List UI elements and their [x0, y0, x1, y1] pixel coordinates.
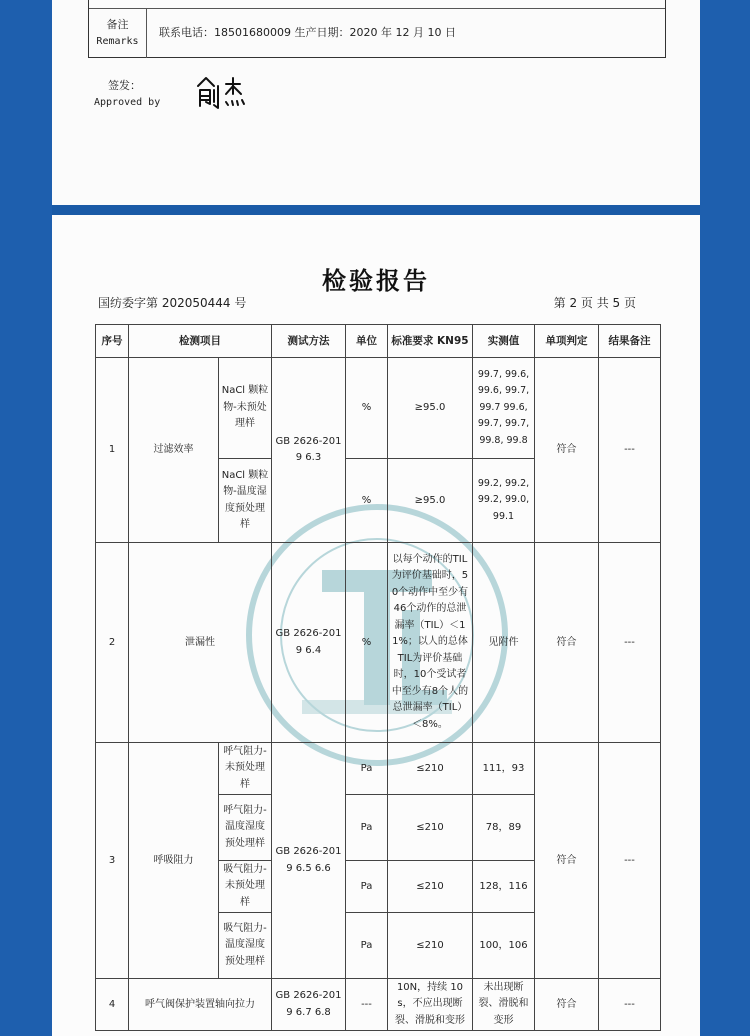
header-method: 测试方法 [272, 325, 346, 358]
remarks-text: 联系电话：18501680009 生产日期：2020 年 12 月 10 日 [159, 26, 456, 39]
approved-by-en: Approved by [94, 97, 161, 108]
row-unit: % [346, 459, 388, 543]
row-method: GB 2626-2019 6.4 [272, 543, 346, 743]
row-method: GB 2626-2019 6.7 6.8 [272, 979, 346, 1031]
row-unit: Pa [346, 913, 388, 979]
page-divider [52, 205, 700, 215]
row-measured: 128，116 [473, 861, 535, 913]
row-measured: 99.2, 99.2, 99.2, 99.0, 99.1 [473, 459, 535, 543]
header-requirement: 标准要求 KN95 [388, 325, 473, 358]
row-requirement: ≤210 [388, 913, 473, 979]
row-unit: Pa [346, 861, 388, 913]
row-requirement: ≤210 [388, 861, 473, 913]
row-unit: Pa [346, 795, 388, 861]
row-subitem: 呼气阻力-温度湿度预处理样 [219, 795, 272, 861]
row-unit: % [346, 543, 388, 743]
remarks-label-en: Remarks [96, 36, 139, 47]
row-judgement: 符合 [535, 979, 599, 1031]
row-unit: Pa [346, 743, 388, 795]
row-measured: 100，106 [473, 913, 535, 979]
table-row [96, 979, 661, 1031]
page-indicator: 第 2 页 共 5 页 [553, 296, 636, 310]
row-measured: 见附件 [473, 543, 535, 743]
remarks-box [88, 0, 666, 58]
row-note: --- [599, 358, 661, 543]
row-method: GB 2626-2019 6.5 6.6 [272, 743, 346, 979]
right-blue-frame [700, 0, 750, 1036]
row-subitem: 呼气阻力-未预处理样 [219, 743, 272, 795]
header-judgement: 单项判定 [535, 325, 599, 358]
row-requirement: 10N，持续 10s，不应出现断裂、滑脱和变形 [388, 979, 473, 1031]
row-method: GB 2626-2019 6.3 [272, 358, 346, 543]
row-subitem: 吸气阻力-温度湿度预处理样 [219, 913, 272, 979]
table-header-row [96, 325, 661, 358]
row-note: --- [599, 743, 661, 979]
row-judgement: 符合 [535, 543, 599, 743]
table-row [96, 543, 661, 743]
remarks-label-cn: 备注 [106, 18, 129, 31]
row-item: 呼气阀保护装置轴向拉力 [129, 979, 272, 1031]
row-no: 3 [96, 743, 129, 979]
row-unit: --- [346, 979, 388, 1031]
row-subitem: NaCl 颗粒物-未预处理样 [219, 358, 272, 459]
test-results-table [95, 324, 661, 1031]
approved-by-cn: 签发： [108, 79, 141, 92]
row-judgement: 符合 [535, 743, 599, 979]
row-note: --- [599, 543, 661, 743]
row-no: 2 [96, 543, 129, 743]
row-subitem: NaCl 颗粒物-温度湿度预处理样 [219, 459, 272, 543]
row-requirement: ≤210 [388, 743, 473, 795]
row-requirement: ≥95.0 [388, 358, 473, 459]
table-row [96, 743, 661, 795]
row-note: --- [599, 979, 661, 1031]
row-judgement: 符合 [535, 358, 599, 543]
previous-page-sheet [52, 0, 700, 205]
handwritten-signature [192, 72, 252, 112]
row-no: 4 [96, 979, 129, 1031]
row-measured: 111，93 [473, 743, 535, 795]
header-unit: 单位 [346, 325, 388, 358]
row-no: 1 [96, 358, 129, 543]
row-item: 呼吸阻力 [129, 743, 219, 979]
report-page [52, 215, 700, 1036]
report-title: 检验报告 [322, 267, 430, 295]
row-subitem: 吸气阻力-未预处理样 [219, 861, 272, 913]
header-item: 检测项目 [129, 325, 272, 358]
row-item: 泄漏性 [129, 543, 272, 743]
remarks-top-border [89, 8, 665, 9]
row-measured: 未出现断裂、滑脱和变形 [473, 979, 535, 1031]
row-item: 过滤效率 [129, 358, 219, 543]
approved-by-block [94, 77, 160, 111]
header-note: 结果备注 [599, 325, 661, 358]
row-unit: % [346, 358, 388, 459]
row-measured: 78，89 [473, 795, 535, 861]
left-blue-frame [0, 0, 52, 1036]
row-measured: 99.7, 99.6, 99.6, 99.7, 99.7 99.6, 99.7, 99.7, 99.8, 99.8 [473, 358, 535, 459]
row-requirement: ≥95.0 [388, 459, 473, 543]
row-requirement: 以每个动作的TIL为评价基础时，50个动作中至少有46个动作的总泄漏率（TIL）＜11%；以人的总体TIL为评价基础时，10个受试者中至少有8个人的总泄漏率（TIL）＜8%。 [388, 543, 473, 743]
document-number: 国纺委字第 202050444 号 [98, 296, 247, 310]
row-requirement: ≤210 [388, 795, 473, 861]
header-measured: 实测值 [473, 325, 535, 358]
table-row [96, 358, 661, 459]
header-no: 序号 [96, 325, 129, 358]
remarks-label [89, 8, 147, 58]
